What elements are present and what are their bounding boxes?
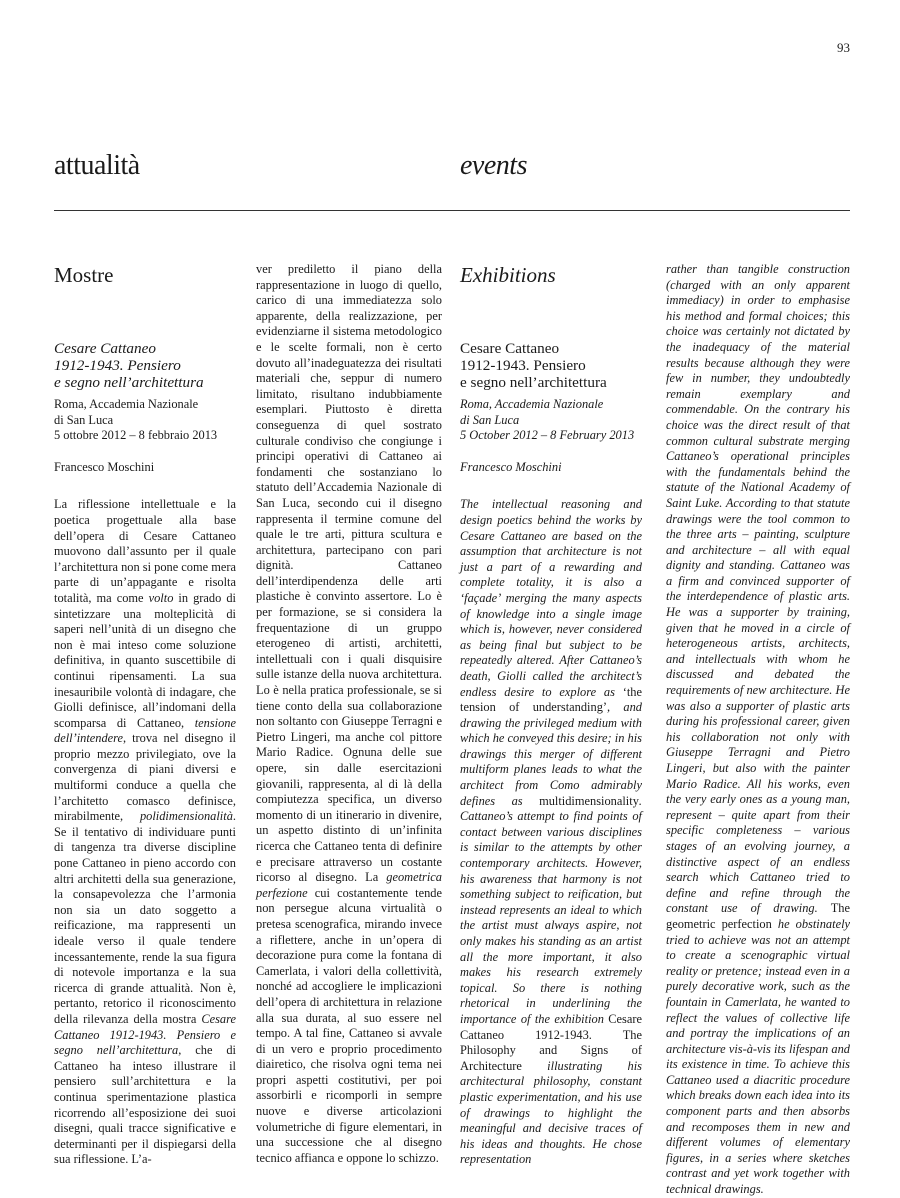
english-author: Francesco Moschini: [460, 459, 562, 474]
english-body-text: The intellectual reasoning and design poetics behind the works by Cesare Cattaneo are based on the assumption that architecture is not just a part of a rewarding and complete totality, it is also a ‘façade’ merging the many aspects of knowledge into a single image which is, however, never considered as being final but subject to be repeatedly altered. After Cattaneo’s death, Giolli called the architect’s endless desire to explore as ‘the tension of understanding’, and drawing the privileged medium with which he conveyed this desire; in his drawings this merger of different multiform planes leads to what the architect from Como admirably defines as multidimensionality. Cattaneo’s attempt to find points of contact between various disciplines is similar to the attempts by other contemporary architects. However, his awareness that harmony is not something subject to reification, but instead represents an ideal to which the artist must always aspire, not only makes his standing as an artist all the more important, it also makes his research extremely topical. So there is nothing rhetorical in underlining the importance of the exhibition Cesare Cattaneo 1912-1943. The Philosophy and Signs of Architecture illustrating his architectural philosophy, constant plastic experimentation, and his use of drawings to highlight the meaningful and decisive traces of his ideas and thoughts. He chose representation: [460, 497, 643, 1167]
italian-body-text: ver prediletto il piano della rappresentazione in luogo di quello, carico di una immediatezza solo apparente, della realizzazione, per evidenziarne il sistema metodologico e le scelte formali, non è certo dovuto all’inadeguatezza dei risultati materiali che, seppur di numero limitato, risultano indubbiamente esemplari. Piuttosto è diretta conseguenza di quel sostrato culturale condiviso che congiunge i principi operativi di Cattaneo ai fondamenti che sostanziano lo statuto dell’Accademia Nazionale di San Luca, secondo cui il disegno rappresenta il termine comune del quale le tre arti, pittura scultura e architettura, partecipano con pari dignità. Cattaneo dell’interdipendenza delle arti plastiche è convinto assertore. Lo è per formazione, se si considera la frequentazione di un gruppo eterogeneo di artisti, architetti, intellettuali con i quali disquisire sulle istanze della nuova architettura. Lo è nella pratica professionale, se si tiene conto della sua collaborazione non soltanto con Giuseppe Terragni e Pietro Lingeri, ma anche col pittore Mario Radice. Ognuna delle sue opere, sin dalle esercitazioni giovanili, rappresenta, al di là della compiutezza specifica, un diverso momento di un itinerario in divenire, un aspetto distinto di un’infinita ricerca che Cattaneo tenta di definire e precisare attraverso un costante ricorso al disegno. La geometrica perfezione cui costantemente tende non persegue alcuna virtualità o pretesa scenografica, mirando invece a riflettere, anche in un’opera di decorazione pura come la fontana di Camerlata, i valori della collettività, nonché ad accogliere le implicazioni dell’opera di architettura in relazione alla sua durata, al suo essere nel tempo. A tal fine, Cattaneo si avvale di un vero e proprio procedimento diairetico, che risolva ogni tema nei propri aspetti costitutivi, per poi assorbirli e ricomporli in sempre nuove e diverse articolazioni volumetriche di figure elementari, in una successione che al disegno tecnico affianca e oppone lo schizzo.: [256, 262, 442, 1165]
italian-title-line: Cesare Cattaneo: [54, 340, 156, 357]
italian-title: [54, 340, 236, 391]
italian-column-2: [256, 262, 442, 1166]
italian-dates: 5 ottobre 2012 – 8 febbraio 2013: [54, 428, 218, 443]
italian-exhibition-info: [54, 397, 236, 444]
english-venue: Roma, Accademia Nazionale: [460, 397, 604, 411]
italian-title-line: 1912-1943. Pensiero: [54, 357, 181, 374]
english-title-line: e segno nell’architettura: [460, 374, 607, 391]
english-column-2: [666, 262, 850, 1198]
english-column-1: [460, 262, 642, 1168]
english-body-text: rather than tangible construction (charged with an only apparent immediacy) in order to emphasise his method and formal choices; this choice was certainly not dictated by the inadequacy of the material results because although they were few in number, they undoubtedly remain exemplary and commendable. On the contrary his choice was the direct result of that common cultural substrate merging Cattaneo’s operational principles with the fundamentals behind the statute of the National Academy of Saint Luke. According to that statute drawings were the tool common to the three arts – painting, sculpture and architecture – all with equal dignity and standing. Cattaneo was a firm and convinced supporter of the interdependence of plastic arts. He was a supporter by training, given that he moved in a circle of heterogeneous artists, architects, and intellectuals with whom he discussed and debated the requirements of new architecture. He was also a supporter of plastic arts during his professional career, given his collaboration not only with Giuseppe Terragni and Pietro Lingeri, but also with the painter Mario Radice. All his works, even the very early ones as a young man, represent – quite apart from their specific completeness – various stages of an evolving journey, a distinctive aspect of an endless search which Cattaneo tried to define and refine through the constant use of drawing. The geometric perfection he obstinately tried to achieve was not an attempt to create a scenographic virtual reality or pretence; instead even in a purely decorative work, such as the fountain in Camerlata, he wanted to reflect the values of collective life and portray the implications of an architecture vis-à-vis its lifespan and its existence in time. To achieve this Cattaneo used a diacritic procedure which breaks down each idea into its component parts and then absorbs and recomposes them in new and different volumes of elementary figures, in a series where sketches contrast and yet work together with technical drawings.: [666, 262, 851, 1197]
italian-venue: di San Luca: [54, 412, 114, 427]
italian-author: Francesco Moschini: [54, 459, 155, 474]
page-number: 93: [837, 40, 850, 55]
english-exhibition-info: [460, 397, 642, 444]
italian-column-1: [54, 262, 236, 1168]
section-title-italian: attualità: [54, 150, 140, 181]
english-title-line: Cesare Cattaneo: [460, 340, 560, 357]
english-heading: Exhibitions: [460, 263, 556, 287]
italian-body-text: La riflessione intellettuale e la poetica progettuale alla base dell’opera di Cesare Cattaneo muovono dall’assunto per il quale l’architettura non si pone come mera parte di un’appagante e risolta totalità, ma come volto in grado di sintetizzare una molteplicità di saperi nell’unità di un disegno che non è mai inteso come soluzione definitiva, in quanto suscettibile di continui ripensamenti. La sua inesauribile volontà di indagare, che Giolli definisce, all’indomani della scomparsa di Cattaneo, tensione dell’intendere, trova nel disegno il proprio mezzo privilegiato, ove la convergenza di piani diversi e multiformi conduce a quella che l’architetto comasco definisce, mirabilmente, polidimensionalità. Se il tentativo di individuare punti di tangenza tra diverse discipline pone Cattaneo in pieno accordo con altri architetti della sua generazione, la consapevolezza che l’armonia non sia un dato soggetto a reificazione, ma rappresenti un ideale verso il quale tendere incessantemente, rende la sua figura di notevole importanza e la sua ricerca di grande attualità. Non è, pertanto, retorico il riconoscimento della rilevanza della mostra Cesare Cattaneo 1912-1943. Pensiero e segno nell’architettura, che di Cattaneo ha inteso illustrare il pensiero sull’architettura e la continua sperimentazione plastica ricorrendo all’esposizione dei suoi disegni, quali tracce significative e determinanti per il dispiegarsi della sua riflessione. L’a-: [54, 497, 236, 1167]
header-rule: [54, 210, 850, 211]
italian-title-line: e segno nell’architettura: [54, 374, 204, 391]
english-title-line: 1912-1943. Pensiero: [460, 357, 586, 374]
english-dates: 5 October 2012 – 8 February 2013: [460, 428, 635, 443]
english-venue: di San Luca: [460, 412, 520, 427]
english-title: [460, 340, 642, 391]
italian-venue: Roma, Accademia Nazionale: [54, 397, 199, 411]
section-title-english: events: [460, 150, 527, 181]
italian-heading: Mostre: [54, 263, 114, 287]
